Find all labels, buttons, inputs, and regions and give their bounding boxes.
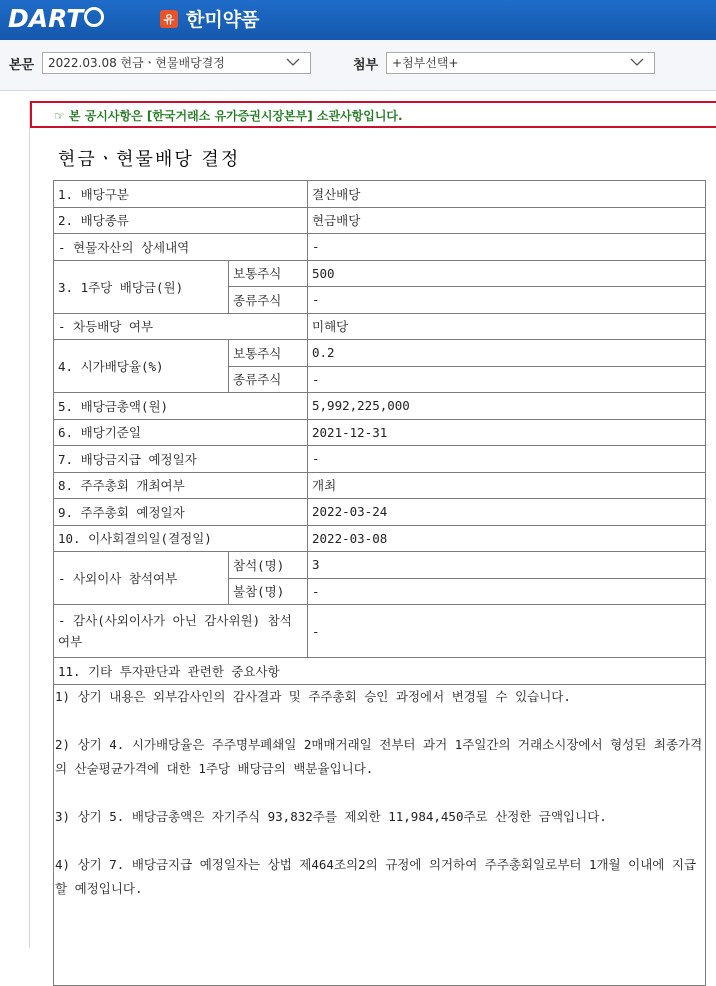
table-row bbox=[54, 419, 706, 446]
row-value: 2022-03-24 bbox=[308, 499, 706, 526]
table-row bbox=[54, 552, 706, 579]
notice-text: ☞ 본 공시사항은 [한국거래소 유가증권시장본부] 소관사항입니다. bbox=[54, 109, 403, 123]
top-header bbox=[0, 0, 716, 40]
dart-logo[interactable] bbox=[8, 1, 104, 35]
row-sublabel: 종류주식 bbox=[229, 366, 308, 393]
row-value: 500 bbox=[308, 260, 706, 287]
frame-border bbox=[29, 101, 30, 948]
company-header bbox=[160, 5, 259, 32]
row-label: 8. 주주총회 개최여부 bbox=[54, 472, 308, 499]
row-label: 11. 기타 투자판단과 관련한 중요사항 bbox=[54, 658, 706, 685]
table-row bbox=[54, 658, 706, 685]
table-row bbox=[54, 446, 706, 473]
logo-text: DART bbox=[8, 3, 84, 33]
note-item: 1) 상기 내용은 외부감사인의 감사결과 및 주주총회 승인 과정에서 변경될 수 있습니다. bbox=[55, 688, 571, 704]
main-doc-select-value: 2022.03.08 현금ㆍ현물배당결정 bbox=[48, 56, 225, 70]
table-row bbox=[54, 684, 706, 985]
note-item: 4) 상기 7. 배당금지급 예정일자는 상법 제464조의2의 규정에 의거하여 주주총회일로부터 1개월 이내에 지급할 예정입니다. bbox=[55, 856, 697, 896]
note-item: 2) 상기 4. 시가배당율은 주주명부폐쇄일 2매매거래일 전부터 과거 1주일간의 거래소시장에서 형성된 최종가격의 산술평균가격에 대한 1주당 배당금의 백분율입니다. bbox=[55, 736, 703, 776]
row-value: 개최 bbox=[308, 472, 706, 499]
row-label: 3. 1주당 배당금(원) bbox=[54, 260, 229, 313]
row-label: 4. 시가배당율(%) bbox=[54, 340, 229, 393]
row-value: - bbox=[308, 234, 706, 261]
note-item: 3) 상기 5. 배당금총액은 자기주식 93,832주를 제외한 11,984,450주로 산정한 금액입니다. bbox=[55, 808, 607, 824]
main-doc-label: 본문 bbox=[9, 58, 35, 73]
table-row bbox=[54, 260, 706, 287]
document-title: 현금ㆍ현물배당 결정 bbox=[58, 149, 241, 170]
table-row bbox=[54, 234, 706, 261]
table-row bbox=[54, 313, 706, 340]
row-value: 2021-12-31 bbox=[308, 419, 706, 446]
row-sublabel: 보통주식 bbox=[229, 340, 308, 367]
table-row bbox=[54, 525, 706, 552]
table-row bbox=[54, 472, 706, 499]
notes-cell bbox=[54, 684, 706, 985]
document-select-bar bbox=[0, 40, 716, 91]
main-doc-select[interactable] bbox=[42, 52, 311, 74]
row-label: - 감사(사외이사가 아닌 감사위원) 참석여부 bbox=[54, 605, 308, 658]
row-sublabel: 보통주식 bbox=[229, 260, 308, 287]
row-label: - 현물자산의 상세내역 bbox=[54, 234, 308, 261]
market-badge: 유 bbox=[160, 10, 178, 28]
row-value: 미해당 bbox=[308, 313, 706, 340]
jurisdiction-notice bbox=[30, 101, 716, 128]
row-value: 현금배당 bbox=[308, 207, 706, 234]
row-value: - bbox=[308, 366, 706, 393]
table-row bbox=[54, 605, 706, 658]
table-row bbox=[54, 340, 706, 367]
row-label: - 사외이사 참석여부 bbox=[54, 552, 229, 605]
chevron-down-icon bbox=[286, 55, 300, 69]
row-label: 9. 주주총회 예정일자 bbox=[54, 499, 308, 526]
chevron-down-icon bbox=[630, 55, 644, 69]
row-value: 0.2 bbox=[308, 340, 706, 367]
row-value: 3 bbox=[308, 552, 706, 579]
table-row bbox=[54, 393, 706, 420]
row-label: 5. 배당금총액(원) bbox=[54, 393, 308, 420]
row-value: - bbox=[308, 446, 706, 473]
disclosure-table bbox=[53, 180, 706, 986]
company-name[interactable]: 한미약품 bbox=[186, 9, 260, 31]
row-label: - 차등배당 여부 bbox=[54, 313, 308, 340]
row-sublabel: 참석(명) bbox=[229, 552, 308, 579]
row-sublabel: 종류주식 bbox=[229, 287, 308, 314]
row-label: 7. 배당금지급 예정일자 bbox=[54, 446, 308, 473]
row-sublabel: 불참(명) bbox=[229, 578, 308, 605]
attachment-select-value: +첨부선택+ bbox=[392, 56, 459, 70]
row-value: 결산배당 bbox=[308, 181, 706, 208]
table-row bbox=[54, 499, 706, 526]
row-label: 1. 배당구분 bbox=[54, 181, 308, 208]
attachment-label: 첨부 bbox=[353, 58, 379, 73]
row-label: 2. 배당종류 bbox=[54, 207, 308, 234]
attachment-select[interactable] bbox=[386, 52, 655, 74]
document-viewer bbox=[0, 91, 716, 948]
logo-swoosh-icon bbox=[84, 7, 104, 27]
table-row bbox=[54, 181, 706, 208]
row-value: 2022-03-08 bbox=[308, 525, 706, 552]
row-label: 10. 이사회결의일(결정일) bbox=[54, 525, 308, 552]
row-value: - bbox=[308, 287, 706, 314]
row-label: 6. 배당기준일 bbox=[54, 419, 308, 446]
table-row bbox=[54, 207, 706, 234]
row-value: - bbox=[308, 578, 706, 605]
row-value: - bbox=[308, 605, 706, 658]
row-value: 5,992,225,000 bbox=[308, 393, 706, 420]
